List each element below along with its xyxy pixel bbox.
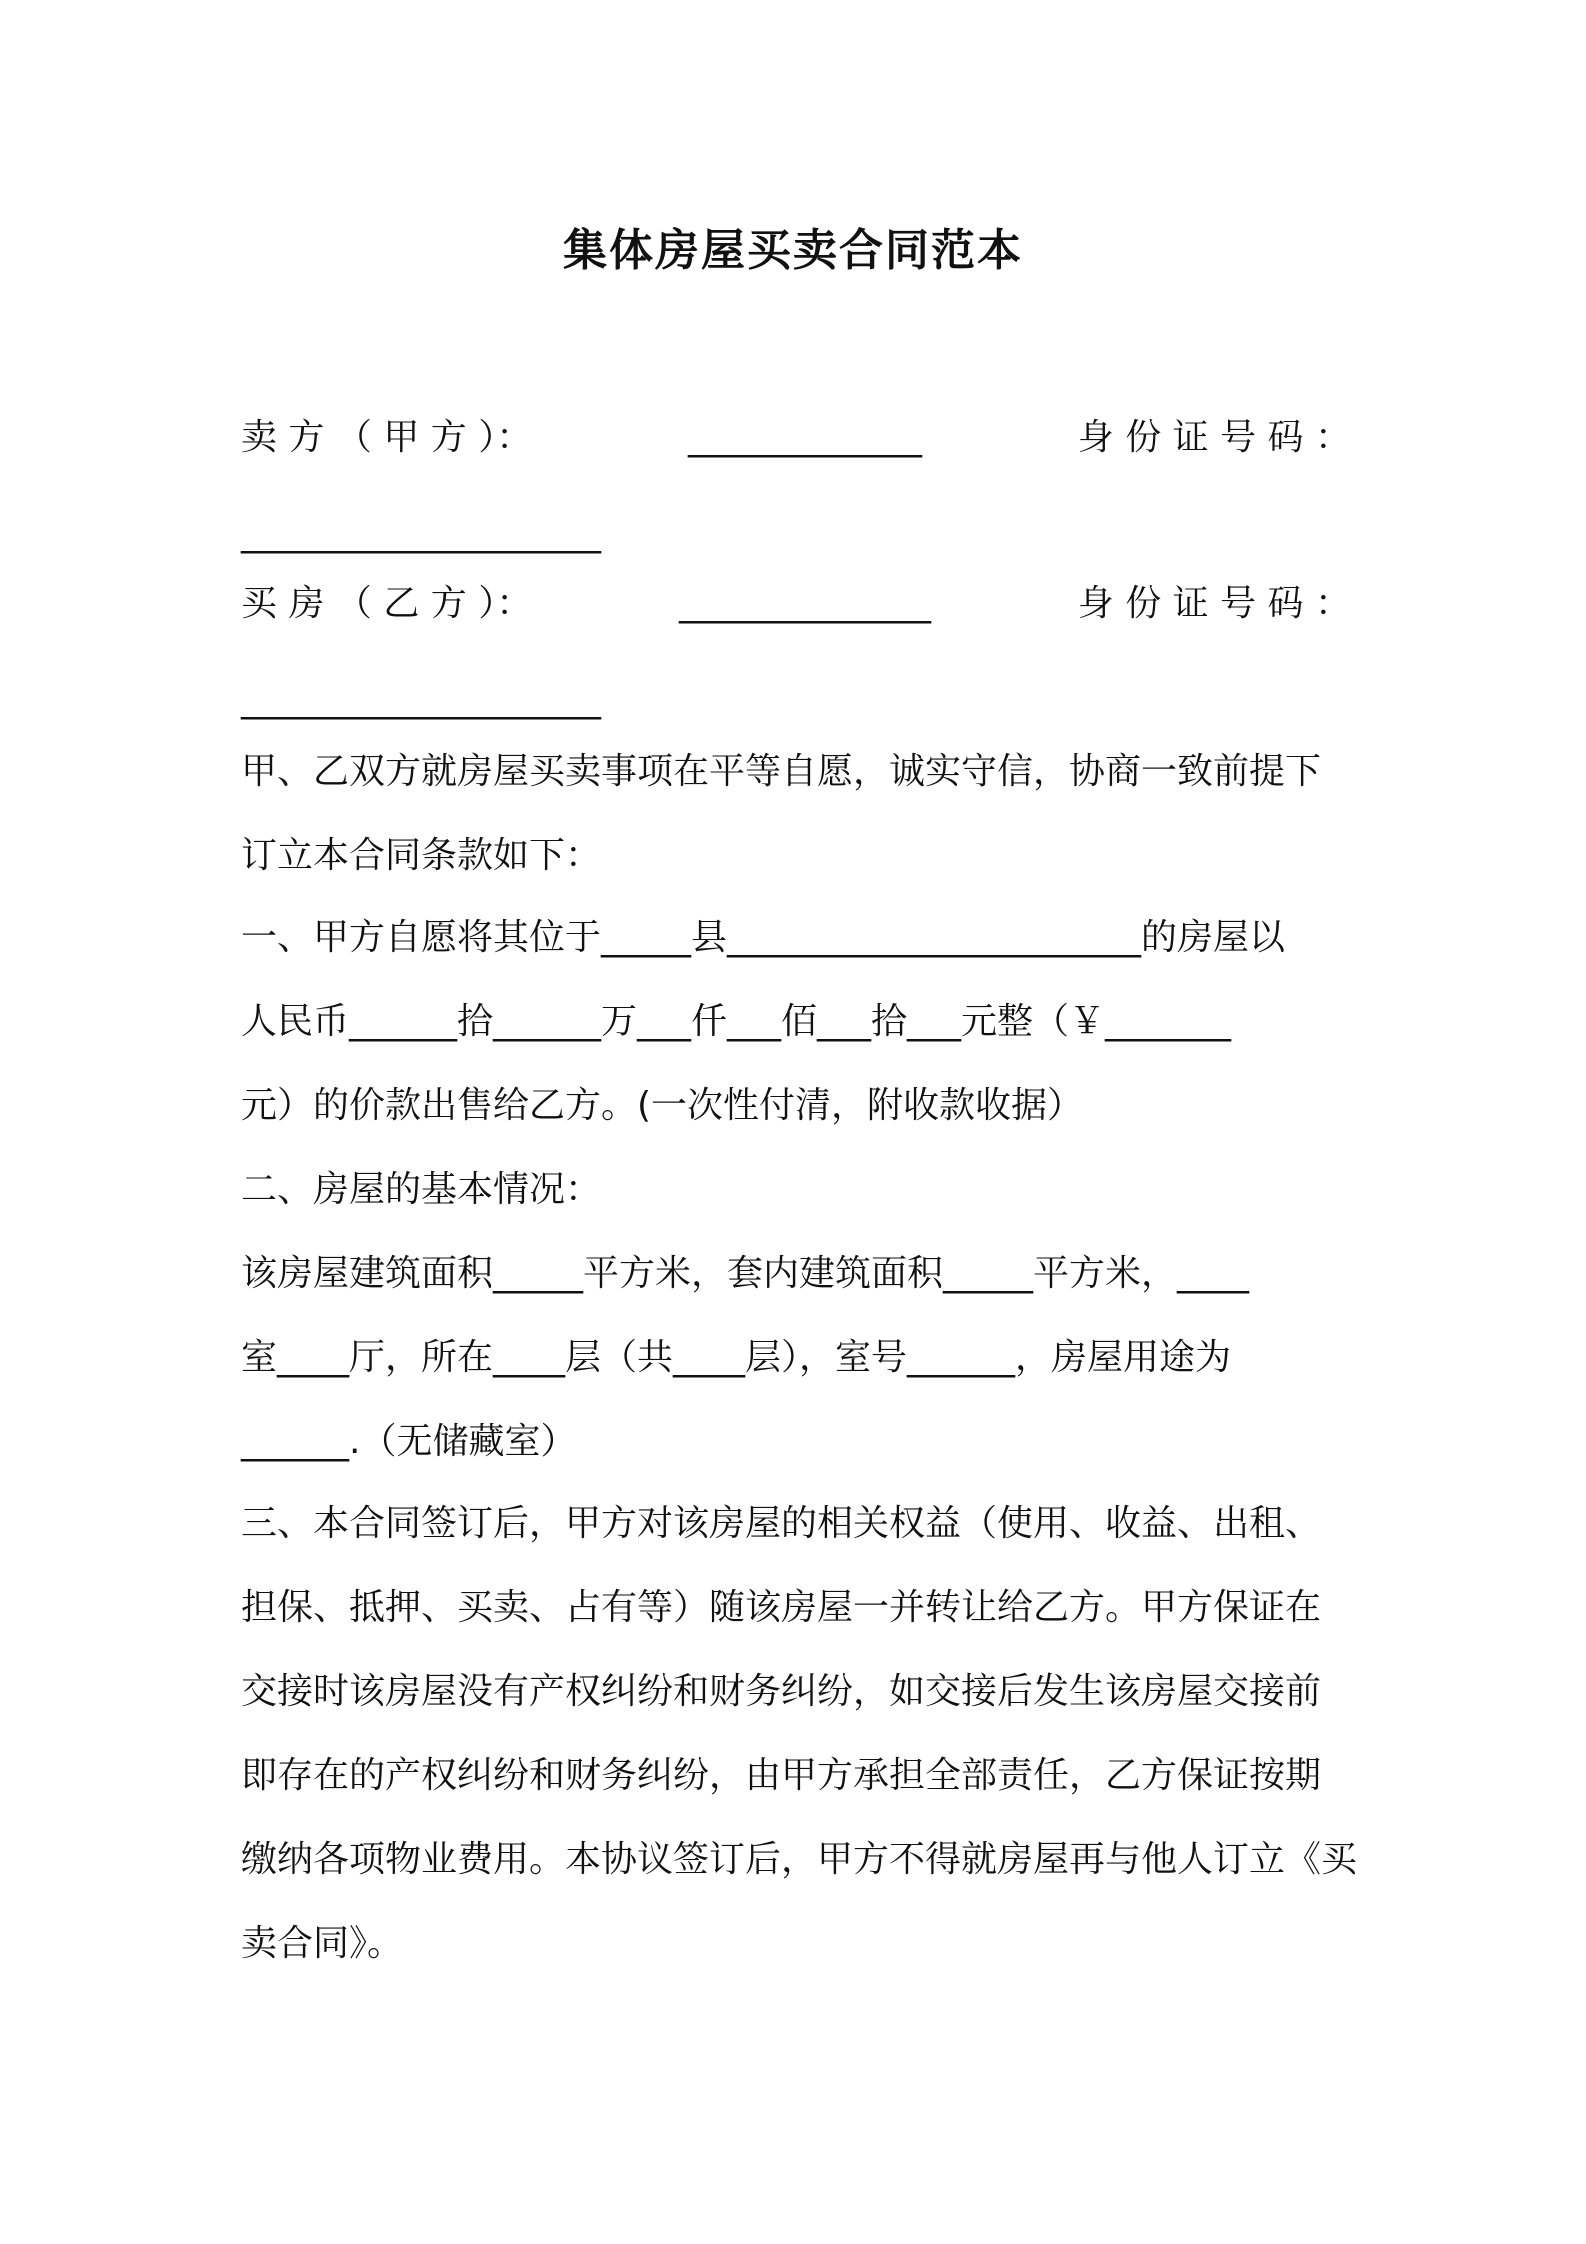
clause2-line-1: 该房屋建筑面积_____平方米，套内建筑面积_____平方米，____: [241, 1253, 1250, 1294]
clause1-line-3: 元）的价款出售给乙方。(一次性付清，附收款收据）: [241, 1085, 1084, 1126]
document-title: 集体房屋买卖合同范本: [563, 225, 1023, 276]
clause2-heading: 二、房屋的基本情况：: [241, 1169, 602, 1210]
seller-label: 卖 方 （ 甲 方 ）：: [241, 417, 533, 458]
buyer-id-label: 身 份 证 号 码 ：: [1077, 583, 1351, 624]
clause3-line-1: 三、本合同签订后，甲方对该房屋的相关权益（使用、收益、出租、: [241, 1503, 1322, 1544]
seller-id-label: 身 份 证 号 码 ：: [1077, 417, 1351, 458]
buyer-name-blank: ______________: [679, 583, 931, 624]
clause3-line-5: 缴纳各项物业费用。本协议签订后，甲方不得就房屋再与他人订立《买: [241, 1839, 1358, 1880]
seller-line: [241, 414, 1351, 462]
buyer-label: 买 房 （ 乙 方 ）：: [241, 583, 533, 624]
clause3-line-6: 卖合同》。: [241, 1923, 404, 1964]
clause2-line-3: ______.（无储藏室）: [241, 1421, 577, 1462]
intro-line-1: 甲、乙双方就房屋买卖事项在平等自愿，诚实守信，协商一致前提下: [241, 751, 1322, 792]
clause3-line-4: 即存在的产权纠纷和财务纠纷，由甲方承担全部责任，乙方保证按期: [241, 1755, 1322, 1796]
clause1-line-2: 人民币______拾______万___仟___佰___拾___元整（￥_______: [241, 1001, 1232, 1042]
buyer-id-blank: ____________________: [241, 679, 601, 720]
clause2-line-2: 室____厅，所在____层（共____层），室号______，房屋用途为: [241, 1337, 1232, 1378]
clause3-line-3: 交接时该房屋没有产权纠纷和财务纠纷，如交接后发生该房屋交接前: [241, 1671, 1322, 1712]
buyer-line: [241, 580, 1351, 628]
clause1-line-1: 一、甲方自愿将其位于_____县_______________________的房屋以: [241, 917, 1286, 958]
seller-id-blank: ____________________: [241, 513, 601, 554]
intro-line-2: 订立本合同条款如下：: [241, 835, 602, 876]
clause3-line-2: 担保、抵押、买卖、占有等）随该房屋一并转让给乙方。甲方保证在: [241, 1587, 1322, 1628]
seller-name-blank: _____________: [688, 417, 922, 458]
